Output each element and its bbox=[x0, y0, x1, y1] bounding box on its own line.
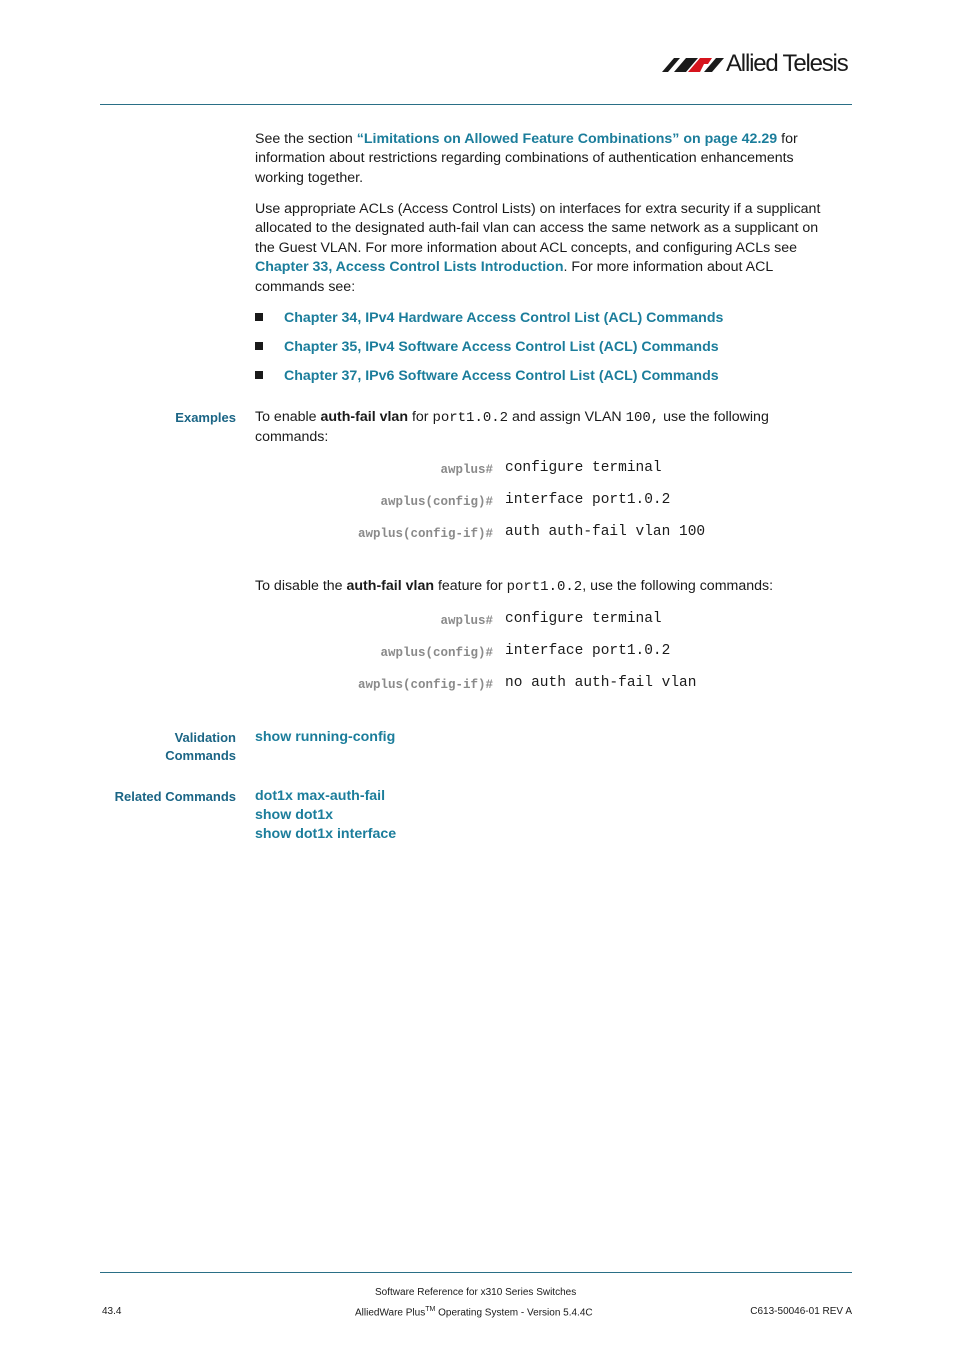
disable-bold: auth-fail vlan bbox=[346, 578, 435, 594]
enable-mid2: and assign VLAN bbox=[508, 409, 626, 425]
validation-label-line2: Commands bbox=[165, 748, 236, 763]
footer-rule bbox=[100, 1272, 852, 1273]
enable-pre: To enable bbox=[255, 409, 321, 425]
bullet-item bbox=[255, 309, 723, 328]
header-rule bbox=[100, 104, 852, 105]
command-text: interface port1.0.2 bbox=[505, 643, 671, 659]
examples-label: Examples bbox=[175, 410, 236, 425]
p2-after-link: . For more information about ACL bbox=[563, 259, 774, 276]
enable-vlan: 100, bbox=[625, 410, 660, 426]
disable-mid: feature for bbox=[434, 578, 507, 594]
dot1x-max-auth-fail-link[interactable]: dot1x max-auth-fail bbox=[255, 788, 386, 804]
command-prompt: awplus(config)# bbox=[380, 495, 493, 509]
command-prompt: awplus# bbox=[440, 614, 493, 628]
p2-line1: Use appropriate ACLs (Access Control Lists) on interfaces for extra security if a supplicant bbox=[255, 201, 821, 217]
intro-paragraph-1 bbox=[255, 130, 855, 188]
disable-post: , use the following commands: bbox=[582, 578, 774, 594]
chapter-33-link[interactable]: Chapter 33, Access Control Lists Introduction bbox=[255, 259, 564, 276]
footer-tm: TM bbox=[425, 1306, 436, 1313]
p2-line3: the Guest VLAN. For more information about ACL concepts, and configuring ACLs see bbox=[255, 239, 798, 256]
command-text: configure terminal bbox=[505, 460, 662, 476]
chapter-37-link[interactable]: Chapter 37, IPv6 Software Access Control List (ACL) Commands bbox=[284, 368, 719, 384]
enable-bold: auth-fail vlan bbox=[320, 409, 408, 425]
command-prompt: awplus# bbox=[440, 463, 493, 477]
footer-page-number: 43.4 bbox=[102, 1306, 122, 1317]
enable-mid: for bbox=[408, 409, 433, 425]
logo-mark-icon bbox=[660, 50, 726, 80]
command-text: configure terminal bbox=[505, 611, 662, 627]
enable-line2: commands: bbox=[255, 429, 329, 446]
related-commands-label: Related Commands bbox=[114, 789, 236, 804]
show-dot1x-link[interactable]: show dot1x bbox=[255, 807, 334, 823]
command-prompt: awplus(config-if)# bbox=[357, 527, 493, 541]
command-text: auth auth-fail vlan 100 bbox=[505, 524, 706, 540]
command-text: interface port1.0.2 bbox=[505, 492, 671, 508]
footer-os-suffix: Operating System - Version 5.4.4C bbox=[435, 1307, 593, 1319]
footer-doc-id: C613-50046-01 REV A bbox=[750, 1306, 852, 1317]
command-prompt: awplus(config)# bbox=[380, 646, 493, 660]
disable-paragraph bbox=[255, 577, 855, 597]
intro-paragraph-2 bbox=[255, 200, 855, 297]
validation-label-line1: Validation bbox=[174, 730, 236, 745]
validation-commands-label bbox=[165, 729, 236, 765]
p2-line5: commands see: bbox=[255, 278, 356, 295]
enable-post: use the following bbox=[659, 409, 769, 425]
bullet-item bbox=[255, 338, 719, 357]
disable-pre: To disable the bbox=[255, 578, 347, 594]
p1-line3: working together. bbox=[255, 169, 364, 186]
chapter-34-link[interactable]: Chapter 34, IPv4 Hardware Access Control List (ACL) Commands bbox=[284, 310, 724, 326]
allied-telesis-logo bbox=[660, 50, 855, 80]
p1-line2: information about restrictions regarding combinations of authentication enhancements bbox=[255, 150, 794, 167]
disable-port: port1.0.2 bbox=[506, 579, 583, 595]
bullet-square-icon bbox=[255, 371, 263, 379]
p1-prefix: See the section bbox=[255, 131, 357, 147]
command-text: no auth auth-fail vlan bbox=[505, 675, 697, 691]
p2-line2: allocated to the designated auth-fail vlan can access the same network as a supplicant on bbox=[255, 220, 819, 237]
limitations-link[interactable]: “Limitations on Allowed Feature Combinations” on page 42.29 bbox=[356, 131, 778, 147]
footer-os-name: AlliedWare Plus bbox=[355, 1307, 426, 1319]
show-dot1x-interface-link[interactable]: show dot1x interface bbox=[255, 826, 397, 842]
show-running-config-link[interactable]: show running-config bbox=[255, 729, 396, 745]
footer-os-version bbox=[355, 1306, 593, 1318]
command-prompt: awplus(config-if)# bbox=[357, 678, 493, 692]
bullet-square-icon bbox=[255, 342, 263, 350]
enable-paragraph bbox=[255, 408, 855, 448]
p1-suffix: for bbox=[777, 131, 798, 147]
enable-port: port1.0.2 bbox=[432, 410, 509, 426]
logo-text: Allied Telesis bbox=[726, 50, 848, 77]
chapter-35-link[interactable]: Chapter 35, IPv4 Software Access Control List (ACL) Commands bbox=[284, 339, 719, 355]
bullet-item bbox=[255, 367, 719, 386]
bullet-square-icon bbox=[255, 313, 263, 321]
footer-title: Software Reference for x310 Series Switches bbox=[375, 1287, 577, 1298]
